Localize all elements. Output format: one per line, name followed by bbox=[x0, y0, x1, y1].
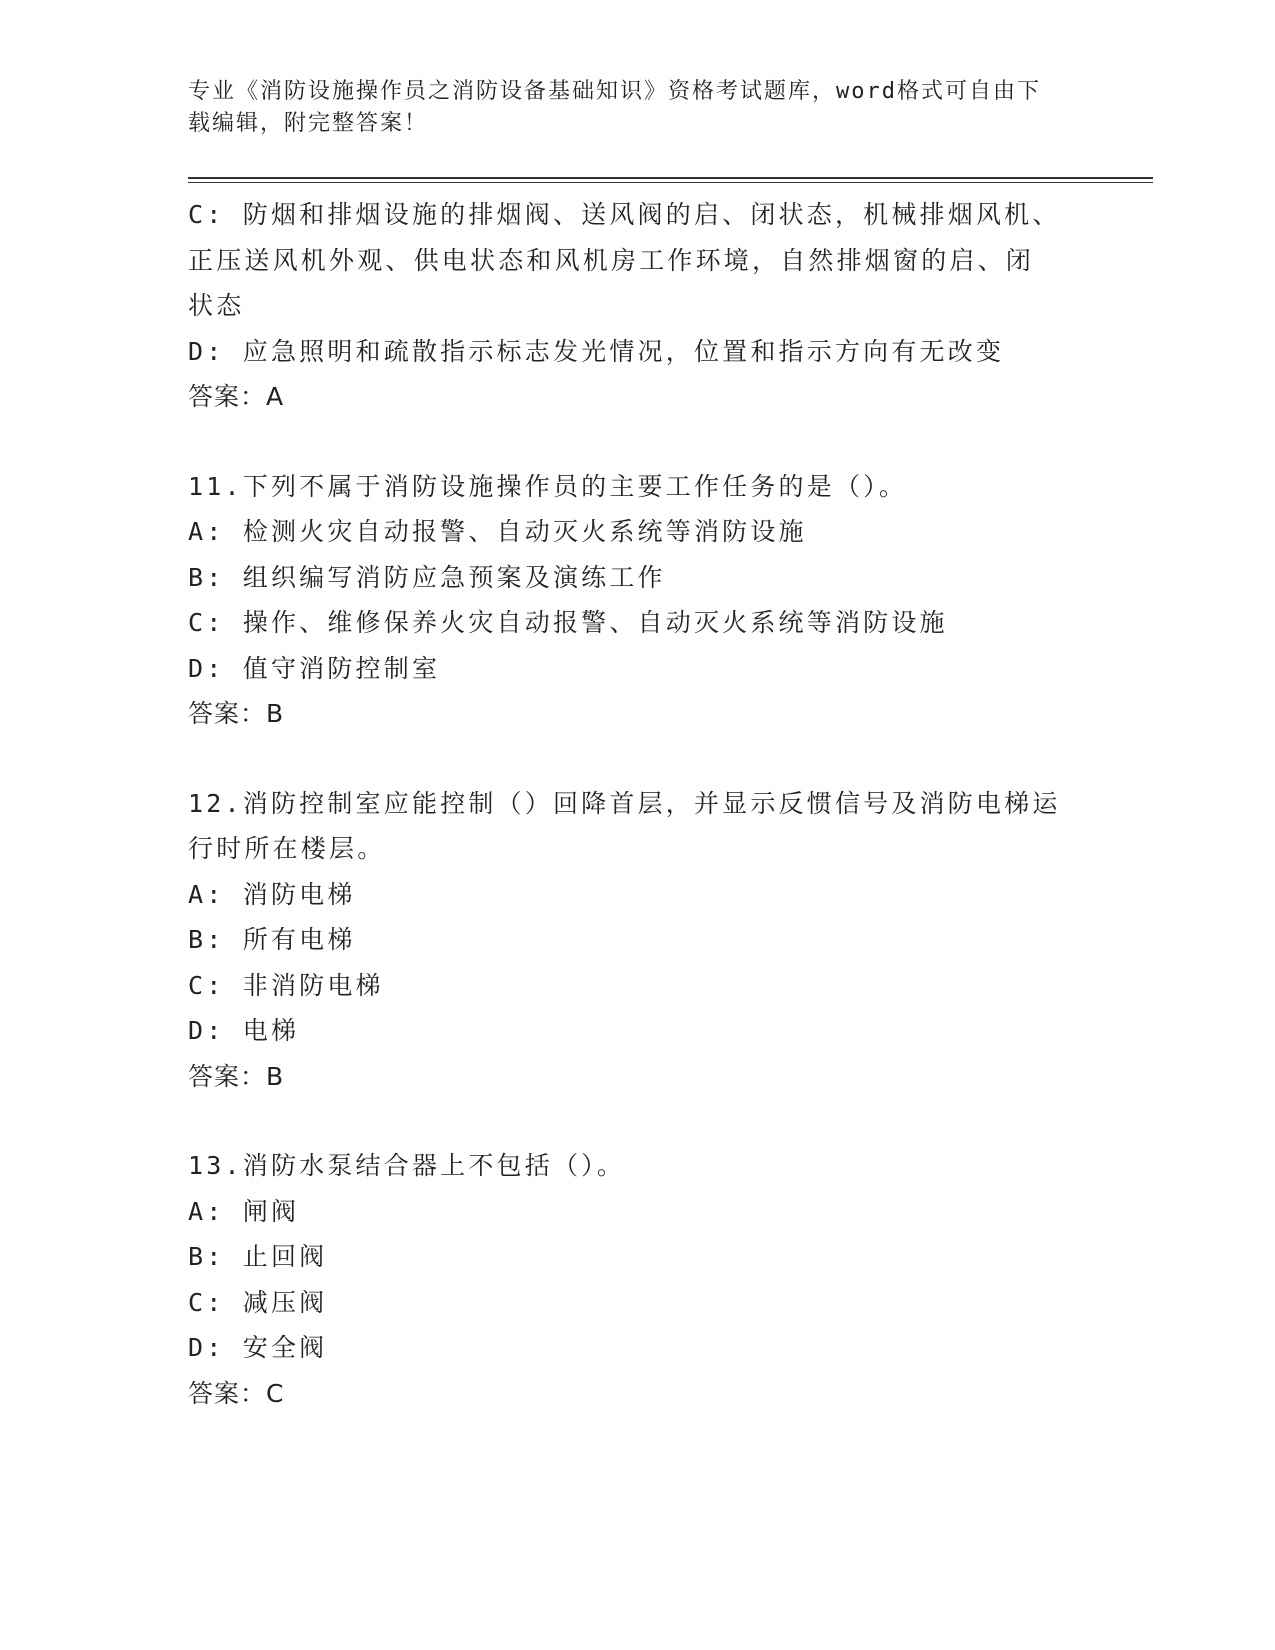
header-line-2: 载编辑，附完整答案！ bbox=[188, 111, 429, 136]
option-line: A: 消防电梯 bbox=[188, 879, 356, 909]
block-spacer bbox=[188, 737, 1088, 781]
option-line: A: 检测火灾自动报警、自动灭火系统等消防设施 bbox=[188, 517, 807, 546]
question-list bbox=[188, 192, 1088, 1416]
question-text: 13.消防水泵结合器上不包括（）。 bbox=[188, 1151, 626, 1180]
option-line: D: 电梯 bbox=[188, 1016, 300, 1045]
answer-line: 答案：B bbox=[188, 699, 285, 728]
header-divider bbox=[188, 177, 1153, 183]
option-line: A: 闸阀 bbox=[188, 1196, 300, 1226]
answer-line: 答案：C bbox=[188, 1378, 285, 1408]
question-block bbox=[188, 464, 1088, 737]
answer-line: 答案：A bbox=[188, 382, 285, 411]
header-line-1: 专业《消防设施操作员之消防设备基础知识》资格考试题库，word格式可自由下 bbox=[188, 79, 1041, 104]
question-block bbox=[188, 781, 1088, 1100]
question-block bbox=[188, 1143, 1088, 1416]
option-line: B: 止回阀 bbox=[188, 1242, 328, 1271]
question-block bbox=[188, 192, 1088, 420]
block-spacer bbox=[188, 1099, 1088, 1143]
option-line: D: 安全阀 bbox=[188, 1333, 328, 1362]
document-header bbox=[188, 76, 1088, 140]
option-line: C: 减压阀 bbox=[188, 1287, 328, 1317]
option-line: 状态 bbox=[188, 291, 245, 320]
question-text: 行时所在楼层。 bbox=[188, 834, 386, 863]
question-text: 11.下列不属于消防设施操作员的主要工作任务的是（）。 bbox=[188, 471, 908, 501]
option-line: C: 非消防电梯 bbox=[188, 970, 384, 1000]
option-line: 正压送风机外观、供电状态和风机房工作环境，自然排烟窗的启、闭 bbox=[188, 245, 1035, 275]
answer-line: 答案：B bbox=[188, 1061, 285, 1091]
option-line: D: 值守消防控制室 bbox=[188, 653, 441, 683]
option-line: B: 所有电梯 bbox=[188, 925, 356, 954]
option-line: B: 组织编写消防应急预案及演练工作 bbox=[188, 562, 666, 592]
block-spacer bbox=[188, 420, 1088, 464]
option-line: C: 操作、维修保养火灾自动报警、自动灭火系统等消防设施 bbox=[188, 608, 948, 637]
option-line: D: 应急照明和疏散指示标志发光情况，位置和指示方向有无改变 bbox=[188, 336, 1005, 366]
question-text: 12.消防控制室应能控制（）回降首层，并显示反惯信号及消防电梯运 bbox=[188, 788, 1061, 818]
option-line: C: 防烟和排烟设施的排烟阀、送风阀的启、闭状态，机械排烟风机、 bbox=[188, 200, 1061, 229]
